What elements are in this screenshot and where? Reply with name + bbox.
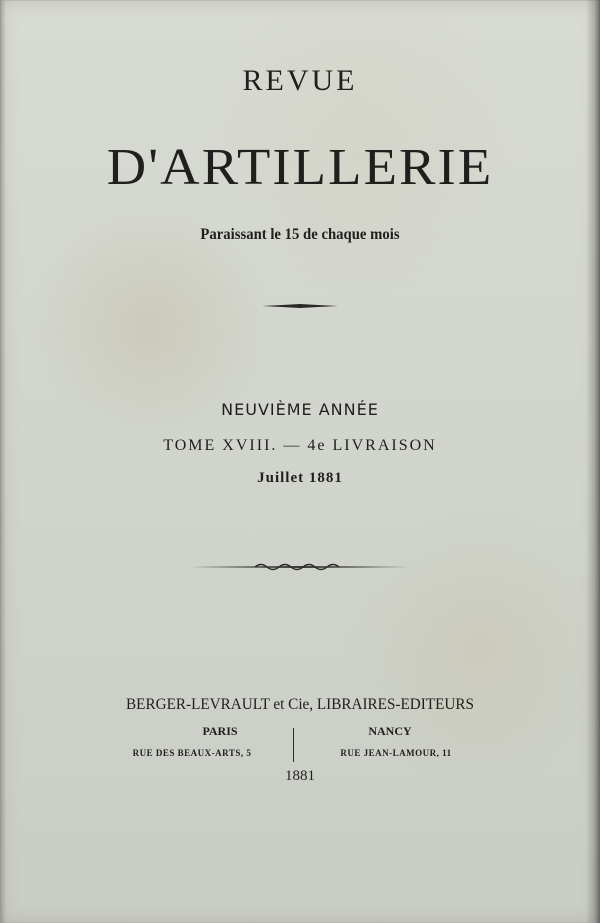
- issue-year-label: NEUVIÈME ANNÉE: [221, 400, 379, 419]
- ornament-rule-top: [0, 299, 600, 313]
- subtitle: Paraissant le 15 de chaque mois: [200, 226, 400, 243]
- issue-month: Juillet 1881: [257, 470, 343, 486]
- title-revue: REVUE: [242, 64, 358, 97]
- title-artillerie: D'ARTILLERIE: [106, 139, 494, 196]
- ornament-rule-bottom: [0, 560, 600, 574]
- publication-year: 1881: [285, 768, 315, 784]
- address-paris: RUE DES BEAUX-ARTS, 5: [132, 748, 252, 758]
- city-paris: PARIS: [202, 724, 238, 738]
- issue-tome: TOME XVIII. — 4e LIVRAISON: [163, 437, 437, 454]
- address-divider: [293, 728, 294, 762]
- address-nancy: RUE JEAN-LAMOUR, 11: [340, 748, 452, 758]
- publisher-name: BERGER-LEVRAULT et Cie, LIBRAIRES-EDITEURS: [126, 696, 474, 713]
- city-nancy: NANCY: [368, 724, 412, 738]
